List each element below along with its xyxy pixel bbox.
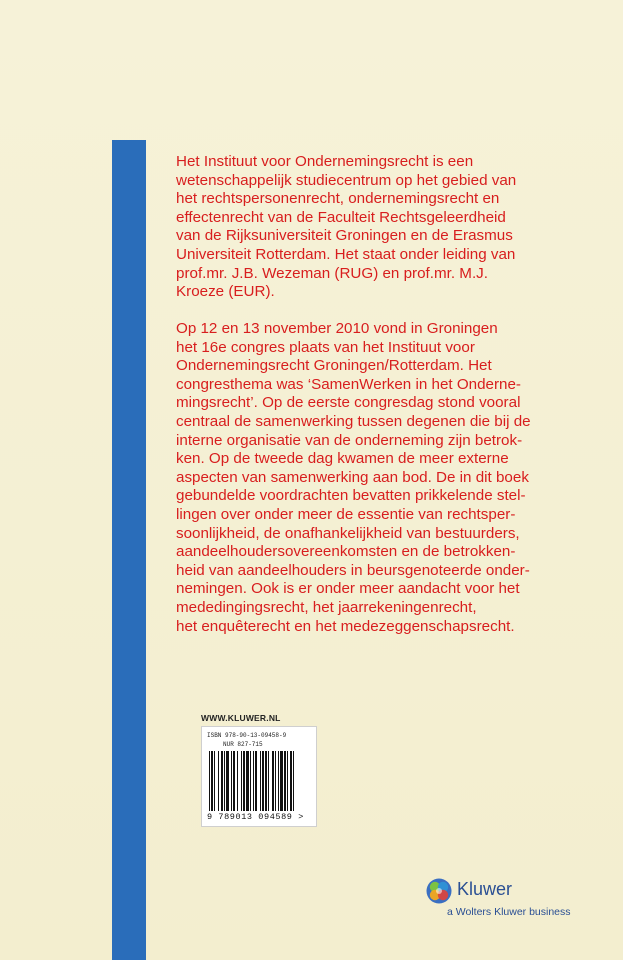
barcode-bar (265, 751, 267, 811)
text-line: interne organisatie van de onderneming zijn betrok- (176, 431, 523, 449)
barcode-bar (243, 751, 245, 811)
barcode-bar (246, 751, 249, 811)
text-line: Op 12 en 13 november 2010 vond in Groningen (176, 320, 498, 337)
text-line: wetenschappelijk studiecentrum op het gebied van (176, 171, 517, 189)
intro-paragraph (176, 153, 606, 302)
publisher-url: WWW.KLUWER.NL (201, 713, 281, 723)
barcode-bar (293, 751, 294, 811)
barcode-bar (268, 751, 269, 811)
barcode-bar (221, 751, 223, 811)
nur-text: NUR 827-715 (223, 741, 263, 748)
text-line: ken. Op de tweede dag kwamen de meer externe (176, 450, 509, 468)
barcode-bar (226, 751, 229, 811)
kluwer-logo-icon (426, 878, 452, 904)
text-line: mingsrecht’. Op de eerste congresdag stond vooral (176, 394, 521, 412)
barcode-bar (214, 751, 215, 811)
text-line: het enquêterecht en het medezeggenschapsrecht. (176, 617, 515, 635)
barcode-bar (255, 751, 257, 811)
barcode-area (201, 713, 317, 827)
text-line: lingen over onder meer de essentie van rechtsper- (176, 505, 516, 523)
barcode-bar (231, 751, 232, 811)
barcode-bar (250, 751, 251, 811)
accent-bar (112, 140, 146, 960)
barcode-bar (224, 751, 225, 811)
text-line: aandeelhoudersovereenkomsten en de betrokken- (176, 543, 516, 561)
barcode-bar (272, 751, 274, 811)
barcode-digits: 9 789013 094589 > (207, 812, 304, 822)
barcode-bar (260, 751, 261, 811)
barcode-bar (278, 751, 279, 811)
text-line: centraal de samenwerking tussen degenen die bij de (176, 412, 531, 430)
barcode-bar (209, 751, 210, 811)
isbn-text: ISBN 978-90-13-09458-9 (207, 732, 287, 739)
text-line: aspecten van samenwerking aan bod. De in dit boek (176, 468, 529, 486)
barcode-bar (287, 751, 288, 811)
logo-tagline: a Wolters Kluwer business (447, 906, 571, 918)
text-line: van de Rijksuniversiteit Groningen en de Erasmus (176, 227, 513, 245)
barcode-bar (280, 751, 283, 811)
text-line: nemingen. Ook is er onder meer aandacht voor het (176, 580, 520, 598)
barcode-bar (241, 751, 242, 811)
text-line: congresthema was ‘SamenWerken in het Onderne- (176, 375, 521, 393)
text-line: Kroeze (EUR). (176, 283, 275, 301)
barcode-bar (233, 751, 235, 811)
barcode-bars (207, 751, 311, 811)
barcode-bar (237, 751, 238, 811)
text-line: het 16e congres plaats van het Instituut voor (176, 338, 475, 356)
barcode-bar (211, 751, 213, 811)
barcode-bar (253, 751, 254, 811)
text-line: heid van aandeelhouders in beursgenoteerde onder- (176, 561, 530, 579)
barcode-bar (290, 751, 292, 811)
text-line: soonlijkheid, de onafhankelijkheid van bestuurders, (176, 524, 520, 542)
text-line: prof.mr. J.B. Wezeman (RUG) en prof.mr. M.J. (176, 264, 488, 282)
text-line: Universiteit Rotterdam. Het staat onder leiding van (176, 245, 516, 263)
text-line: effectenrecht van de Faculteit Rechtsgeleerdheid (176, 208, 506, 226)
barcode-bar (275, 751, 276, 811)
barcode-bar (284, 751, 286, 811)
description-paragraph (176, 320, 606, 636)
barcode-bar (218, 751, 219, 811)
barcode-label (201, 726, 317, 827)
text-line: Ondernemingsrecht Groningen/Rotterdam. Het (176, 357, 492, 375)
logo-name: Kluwer (457, 879, 513, 899)
text-line: Het Instituut voor Ondernemingsrecht is een (176, 153, 474, 170)
text-line: gebundelde voordrachten bevatten prikkelende stel- (176, 487, 526, 505)
barcode-bar (262, 751, 264, 811)
text-line: mededingingsrecht, het jaarrekeningenrecht, (176, 598, 477, 616)
text-line: het rechtspersonenrecht, ondernemingsrecht en (176, 190, 500, 208)
